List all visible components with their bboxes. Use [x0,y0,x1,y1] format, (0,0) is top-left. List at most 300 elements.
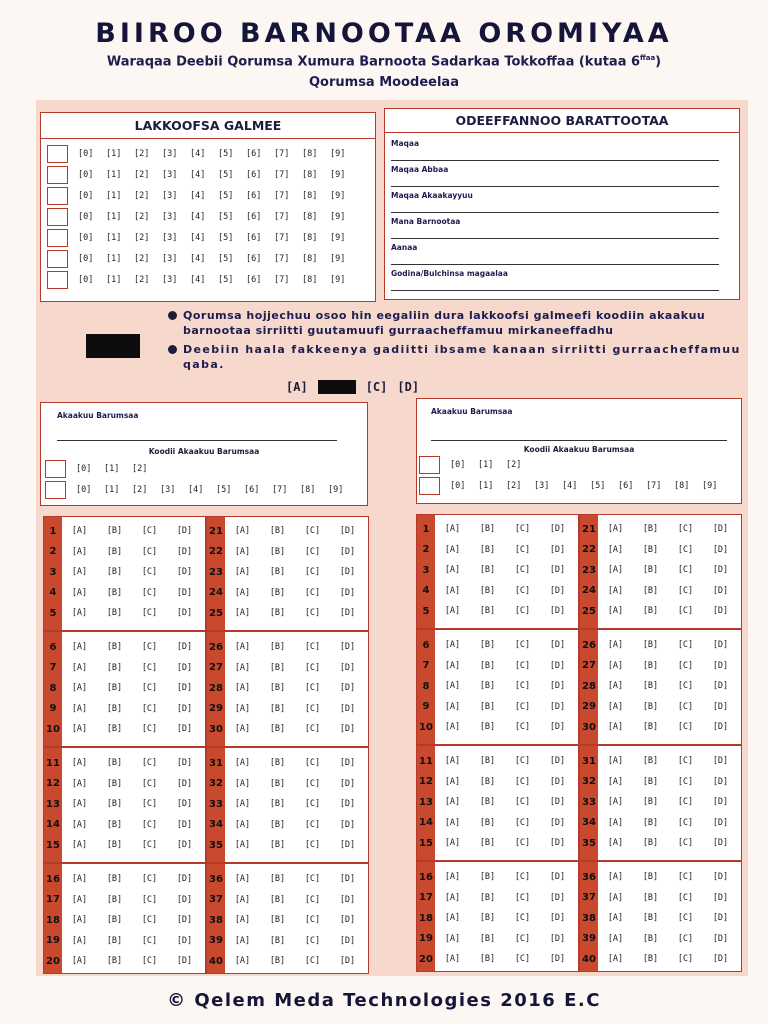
digit-bubble[interactable]: [5] [218,211,234,222]
digit-bubble[interactable]: [3] [160,484,176,495]
answer-bubble[interactable]: [B] [106,683,123,693]
answer-bubble[interactable]: [A] [71,642,88,652]
answer-bubble[interactable]: [C] [304,894,321,905]
answer-bubble[interactable]: [B] [269,608,286,618]
answer-bubble[interactable]: [D] [176,758,193,768]
digit-bubble[interactable]: [9] [330,232,346,243]
answer-bubble[interactable]: [A] [607,933,624,944]
digit-bubble[interactable]: [5] [218,253,234,264]
answer-bubble[interactable]: [C] [514,660,531,671]
answer-bubble[interactable]: [C] [304,526,321,536]
answer-bubble[interactable]: [D] [339,894,356,905]
digit-bubble[interactable]: [9] [328,484,344,495]
digit-bubble[interactable]: [1] [106,274,122,285]
answer-bubble[interactable]: [C] [514,606,531,616]
answer-bubble[interactable]: [C] [677,838,694,848]
digit-bubble[interactable]: [8] [302,211,318,222]
digit-bubble[interactable]: [1] [106,190,122,201]
answer-bubble[interactable]: [B] [642,585,659,596]
answer-bubble[interactable]: [A] [607,913,624,923]
answer-bubble[interactable]: [B] [269,662,286,673]
digit-bubble[interactable]: [5] [590,480,606,491]
answer-bubble[interactable]: [B] [479,817,496,828]
registration-digit-box[interactable] [47,229,68,247]
answer-bubble[interactable]: [B] [642,913,659,923]
answer-bubble[interactable]: [D] [339,935,356,946]
answer-bubble[interactable]: [C] [304,567,321,577]
answer-bubble[interactable]: [C] [677,681,694,691]
digit-bubble[interactable]: [7] [274,148,290,159]
answer-bubble[interactable]: [D] [339,567,356,577]
answer-bubble[interactable]: [B] [106,567,123,577]
digit-bubble[interactable]: [8] [302,148,318,159]
digit-bubble[interactable]: [0] [450,459,466,470]
answer-bubble[interactable]: [A] [234,874,251,884]
answer-bubble[interactable]: [D] [712,933,729,944]
answer-bubble[interactable]: [B] [479,524,496,534]
digit-bubble[interactable]: [9] [330,211,346,222]
answer-bubble[interactable]: [C] [514,933,531,944]
digit-bubble[interactable]: [4] [190,148,206,159]
answer-bubble[interactable]: [D] [339,683,356,693]
answer-bubble[interactable]: [C] [677,701,694,712]
answer-bubble[interactable]: [B] [269,819,286,830]
answer-bubble[interactable]: [A] [607,817,624,828]
answer-bubble[interactable]: [A] [607,776,624,787]
answer-bubble[interactable]: [C] [514,817,531,828]
answer-bubble[interactable]: [A] [234,526,251,536]
answer-bubble[interactable]: [D] [176,567,193,577]
answer-bubble[interactable]: [B] [642,524,659,534]
digit-bubble[interactable]: [0] [78,148,94,159]
answer-bubble[interactable]: [C] [304,662,321,673]
answer-bubble[interactable]: [C] [141,546,158,557]
student-info-field[interactable]: Aanaa [391,239,719,265]
answer-bubble[interactable]: [B] [269,840,286,850]
digit-bubble[interactable]: [2] [132,463,148,474]
answer-bubble[interactable]: [D] [176,935,193,946]
answer-bubble[interactable]: [A] [234,587,251,598]
answer-bubble[interactable]: [A] [607,756,624,766]
answer-bubble[interactable]: [D] [176,683,193,693]
answer-bubble[interactable]: [C] [677,565,694,575]
answer-bubble[interactable]: [B] [479,776,496,787]
answer-bubble[interactable]: [C] [141,567,158,577]
answer-bubble[interactable]: [D] [712,954,729,964]
answer-bubble[interactable]: [A] [444,701,461,712]
answer-bubble[interactable]: [B] [106,956,123,966]
answer-bubble[interactable]: [B] [106,724,123,734]
digit-bubble[interactable]: [2] [506,480,522,491]
answer-bubble[interactable]: [C] [304,935,321,946]
digit-bubble[interactable]: [7] [274,169,290,180]
digit-bubble[interactable]: [8] [674,480,690,491]
answer-bubble[interactable]: [A] [607,681,624,691]
digit-bubble[interactable]: [9] [702,480,718,491]
answer-bubble[interactable]: [A] [607,797,624,807]
answer-bubble[interactable]: [D] [712,524,729,534]
answer-bubble[interactable]: [B] [642,872,659,882]
answer-bubble[interactable]: [D] [549,817,566,828]
answer-bubble[interactable]: [A] [607,722,624,732]
answer-bubble[interactable]: [B] [269,546,286,557]
answer-bubble[interactable]: [D] [176,840,193,850]
answer-bubble[interactable]: [C] [677,606,694,616]
answer-bubble[interactable]: [B] [642,838,659,848]
answer-bubble[interactable]: [A] [234,840,251,850]
answer-bubble[interactable]: [A] [607,892,624,903]
answer-bubble[interactable]: [A] [71,956,88,966]
answer-bubble[interactable]: [D] [549,797,566,807]
answer-bubble[interactable]: [A] [444,872,461,882]
digit-bubble[interactable]: [4] [190,232,206,243]
answer-bubble[interactable]: [D] [176,587,193,598]
answer-bubble[interactable]: [B] [106,642,123,652]
answer-bubble[interactable]: [A] [71,703,88,714]
answer-bubble[interactable]: [D] [712,565,729,575]
answer-bubble[interactable]: [D] [549,660,566,671]
answer-bubble[interactable]: [C] [514,681,531,691]
answer-bubble[interactable]: [D] [549,838,566,848]
answer-bubble[interactable]: [B] [642,722,659,732]
answer-bubble[interactable]: [D] [176,956,193,966]
digit-bubble[interactable]: [8] [302,190,318,201]
answer-bubble[interactable]: [A] [607,544,624,555]
answer-bubble[interactable]: [C] [677,817,694,828]
digit-bubble[interactable]: [3] [162,274,178,285]
answer-bubble[interactable]: [A] [444,776,461,787]
digit-bubble[interactable]: [3] [162,211,178,222]
digit-bubble[interactable]: [1] [104,484,120,495]
answer-bubble[interactable]: [D] [176,703,193,714]
answer-bubble[interactable]: [A] [607,872,624,882]
digit-bubble[interactable]: [1] [106,211,122,222]
answer-bubble[interactable]: [B] [269,894,286,905]
digit-bubble[interactable]: [1] [104,463,120,474]
answer-bubble[interactable]: [C] [141,956,158,966]
answer-bubble[interactable]: [D] [339,703,356,714]
answer-bubble[interactable]: [C] [514,544,531,555]
answer-bubble[interactable]: [B] [642,776,659,787]
digit-bubble[interactable]: [2] [134,211,150,222]
answer-bubble[interactable]: [B] [642,640,659,650]
answer-bubble[interactable]: [B] [479,565,496,575]
answer-bubble[interactable]: [C] [304,587,321,598]
answer-bubble[interactable]: [D] [712,606,729,616]
answer-bubble[interactable]: [A] [71,526,88,536]
answer-bubble[interactable]: [A] [71,546,88,557]
answer-bubble[interactable]: [D] [339,608,356,618]
answer-bubble[interactable]: [B] [269,703,286,714]
answer-bubble[interactable]: [C] [677,660,694,671]
answer-bubble[interactable]: [A] [71,683,88,693]
digit-bubble[interactable]: [5] [216,484,232,495]
digit-bubble[interactable]: [4] [190,190,206,201]
answer-bubble[interactable]: [C] [514,872,531,882]
answer-bubble[interactable]: [A] [71,819,88,830]
answer-bubble[interactable]: [D] [549,913,566,923]
answer-bubble[interactable]: [C] [141,526,158,536]
answer-bubble[interactable]: [C] [141,683,158,693]
answer-bubble[interactable]: [D] [176,819,193,830]
answer-bubble[interactable]: [C] [514,892,531,903]
digit-bubble[interactable]: [0] [76,484,92,495]
answer-bubble[interactable]: [A] [607,565,624,575]
answer-bubble[interactable]: [C] [677,892,694,903]
answer-bubble[interactable]: [B] [479,838,496,848]
answer-bubble[interactable]: [D] [176,662,193,673]
answer-bubble[interactable]: [B] [642,892,659,903]
digit-bubble[interactable]: [6] [244,484,260,495]
registration-digit-box[interactable] [47,166,68,184]
answer-bubble[interactable]: [C] [304,799,321,809]
answer-bubble[interactable]: [A] [234,758,251,768]
digit-bubble[interactable]: [1] [478,480,494,491]
answer-bubble[interactable]: [D] [549,701,566,712]
answer-bubble[interactable]: [B] [106,840,123,850]
answer-bubble[interactable]: [A] [71,587,88,598]
digit-bubble[interactable]: [6] [246,253,262,264]
answer-bubble[interactable]: [B] [642,565,659,575]
digit-bubble[interactable]: [2] [134,169,150,180]
answer-bubble[interactable]: [D] [712,660,729,671]
digit-bubble[interactable]: [2] [132,484,148,495]
answer-bubble[interactable]: [D] [339,587,356,598]
answer-bubble[interactable]: [A] [71,608,88,618]
answer-bubble[interactable]: [C] [304,758,321,768]
answer-bubble[interactable]: [A] [444,660,461,671]
registration-digit-box[interactable] [47,250,68,268]
answer-bubble[interactable]: [C] [514,776,531,787]
subject-code-box[interactable] [419,477,440,495]
digit-bubble[interactable]: [7] [274,232,290,243]
answer-bubble[interactable]: [B] [269,956,286,966]
answer-bubble[interactable]: [D] [176,526,193,536]
answer-bubble[interactable]: [D] [339,956,356,966]
answer-bubble[interactable]: [D] [549,954,566,964]
answer-bubble[interactable]: [C] [514,797,531,807]
answer-bubble[interactable]: [C] [141,758,158,768]
digit-bubble[interactable]: [1] [106,148,122,159]
answer-bubble[interactable]: [A] [444,722,461,732]
answer-bubble[interactable]: [B] [106,546,123,557]
answer-bubble[interactable]: [B] [479,606,496,616]
answer-bubble[interactable]: [A] [71,935,88,946]
answer-bubble[interactable]: [D] [712,797,729,807]
answer-bubble[interactable]: [B] [479,585,496,596]
answer-bubble[interactable]: [C] [304,546,321,557]
digit-bubble[interactable]: [2] [134,190,150,201]
answer-bubble[interactable]: [A] [71,799,88,809]
answer-bubble[interactable]: [C] [304,703,321,714]
digit-bubble[interactable]: [1] [478,459,494,470]
digit-bubble[interactable]: [4] [188,484,204,495]
answer-bubble[interactable]: [B] [106,874,123,884]
answer-bubble[interactable]: [D] [549,524,566,534]
digit-bubble[interactable]: [7] [646,480,662,491]
answer-bubble[interactable]: [A] [607,954,624,964]
answer-bubble[interactable]: [A] [444,681,461,691]
digit-bubble[interactable]: [0] [78,232,94,243]
answer-bubble[interactable]: [B] [106,703,123,714]
answer-bubble[interactable]: [C] [677,756,694,766]
digit-bubble[interactable]: [6] [618,480,634,491]
digit-bubble[interactable]: [4] [190,274,206,285]
answer-bubble[interactable]: [A] [234,546,251,557]
answer-bubble[interactable]: [C] [141,915,158,925]
answer-bubble[interactable]: [B] [269,567,286,577]
answer-bubble[interactable]: [A] [444,544,461,555]
answer-bubble[interactable]: [A] [234,935,251,946]
answer-bubble[interactable]: [A] [444,606,461,616]
answer-bubble[interactable]: [B] [479,933,496,944]
answer-bubble[interactable]: [B] [479,872,496,882]
answer-bubble[interactable]: [C] [514,913,531,923]
digit-bubble[interactable]: [2] [506,459,522,470]
answer-bubble[interactable]: [C] [304,874,321,884]
digit-bubble[interactable]: [2] [134,274,150,285]
answer-bubble[interactable]: [B] [642,797,659,807]
answer-bubble[interactable]: [B] [642,606,659,616]
answer-bubble[interactable]: [A] [607,640,624,650]
student-info-field[interactable]: Maqaa Akaakayyuu [391,187,719,213]
answer-bubble[interactable]: [C] [677,954,694,964]
answer-bubble[interactable]: [D] [712,838,729,848]
answer-bubble[interactable]: [A] [607,606,624,616]
answer-bubble[interactable]: [D] [549,606,566,616]
answer-bubble[interactable]: [B] [642,817,659,828]
answer-bubble[interactable]: [D] [549,565,566,575]
answer-bubble[interactable]: [D] [549,681,566,691]
answer-bubble[interactable]: [D] [712,722,729,732]
answer-bubble[interactable]: [A] [71,894,88,905]
answer-bubble[interactable]: [B] [479,640,496,650]
answer-bubble[interactable]: [A] [234,567,251,577]
digit-bubble[interactable]: [7] [274,211,290,222]
answer-bubble[interactable]: [C] [141,894,158,905]
answer-bubble[interactable]: [A] [71,567,88,577]
digit-bubble[interactable]: [6] [246,169,262,180]
digit-bubble[interactable]: [7] [272,484,288,495]
digit-bubble[interactable]: [2] [134,253,150,264]
answer-bubble[interactable]: [B] [479,681,496,691]
answer-bubble[interactable]: [A] [71,724,88,734]
answer-bubble[interactable]: [B] [106,778,123,789]
answer-bubble[interactable]: [D] [339,915,356,925]
answer-bubble[interactable]: [A] [607,524,624,534]
answer-bubble[interactable]: [D] [712,681,729,691]
answer-bubble[interactable]: [B] [106,662,123,673]
answer-bubble[interactable]: [D] [549,544,566,555]
digit-bubble[interactable]: [1] [106,232,122,243]
answer-bubble[interactable]: [B] [269,935,286,946]
answer-bubble[interactable]: [B] [106,894,123,905]
answer-bubble[interactable]: [B] [479,892,496,903]
answer-bubble[interactable]: [D] [712,585,729,596]
answer-bubble[interactable]: [C] [514,640,531,650]
answer-bubble[interactable]: [C] [514,838,531,848]
answer-bubble[interactable]: [D] [339,874,356,884]
digit-bubble[interactable]: [1] [106,169,122,180]
answer-bubble[interactable]: [B] [269,724,286,734]
digit-bubble[interactable]: [4] [190,211,206,222]
answer-bubble[interactable]: [C] [141,642,158,652]
answer-bubble[interactable]: [C] [304,778,321,789]
answer-bubble[interactable]: [C] [141,608,158,618]
answer-bubble[interactable]: [A] [444,585,461,596]
answer-bubble[interactable]: [D] [549,933,566,944]
answer-bubble[interactable]: [A] [234,642,251,652]
answer-bubble[interactable]: [B] [642,701,659,712]
answer-bubble[interactable]: [A] [607,838,624,848]
answer-bubble[interactable]: [C] [141,874,158,884]
answer-bubble[interactable]: [A] [444,892,461,903]
answer-bubble[interactable]: [D] [339,799,356,809]
answer-bubble[interactable]: [C] [141,935,158,946]
answer-bubble[interactable]: [A] [234,703,251,714]
answer-bubble[interactable]: [B] [106,526,123,536]
digit-bubble[interactable]: [6] [246,274,262,285]
answer-bubble[interactable]: [B] [479,797,496,807]
answer-bubble[interactable]: [D] [712,640,729,650]
answer-bubble[interactable]: [C] [514,701,531,712]
digit-bubble[interactable]: [6] [246,232,262,243]
digit-bubble[interactable]: [8] [302,169,318,180]
answer-bubble[interactable]: [C] [677,776,694,787]
answer-bubble[interactable]: [D] [176,915,193,925]
answer-bubble[interactable]: [D] [712,544,729,555]
answer-bubble[interactable]: [D] [339,642,356,652]
answer-bubble[interactable]: [D] [176,894,193,905]
digit-bubble[interactable]: [9] [330,253,346,264]
answer-bubble[interactable]: [D] [176,778,193,789]
answer-bubble[interactable]: [A] [234,608,251,618]
answer-bubble[interactable]: [D] [712,892,729,903]
answer-bubble[interactable]: [D] [339,778,356,789]
answer-bubble[interactable]: [A] [607,701,624,712]
answer-bubble[interactable]: [B] [269,758,286,768]
digit-bubble[interactable]: [2] [134,232,150,243]
answer-bubble[interactable]: [D] [712,756,729,766]
answer-bubble[interactable]: [D] [549,776,566,787]
answer-bubble[interactable]: [D] [549,756,566,766]
answer-bubble[interactable]: [A] [234,662,251,673]
answer-bubble[interactable]: [C] [304,683,321,693]
answer-bubble[interactable]: [A] [71,874,88,884]
answer-bubble[interactable]: [C] [304,956,321,966]
answer-bubble[interactable]: [B] [106,935,123,946]
answer-bubble[interactable]: [A] [444,933,461,944]
answer-bubble[interactable]: [B] [269,915,286,925]
answer-bubble[interactable]: [D] [339,840,356,850]
answer-bubble[interactable]: [A] [71,915,88,925]
answer-bubble[interactable]: [C] [141,840,158,850]
answer-bubble[interactable]: [D] [176,724,193,734]
answer-bubble[interactable]: [A] [444,817,461,828]
answer-bubble[interactable]: [C] [514,585,531,596]
answer-bubble[interactable]: [C] [677,913,694,923]
answer-bubble[interactable]: [C] [304,915,321,925]
digit-bubble[interactable]: [0] [76,463,92,474]
digit-bubble[interactable]: [0] [78,169,94,180]
answer-bubble[interactable]: [A] [607,585,624,596]
answer-bubble[interactable]: [C] [514,954,531,964]
digit-bubble[interactable]: [0] [78,190,94,201]
answer-bubble[interactable]: [A] [444,797,461,807]
digit-bubble[interactable]: [0] [78,253,94,264]
answer-bubble[interactable]: [C] [677,797,694,807]
student-info-field[interactable]: Maqaa [391,135,719,161]
